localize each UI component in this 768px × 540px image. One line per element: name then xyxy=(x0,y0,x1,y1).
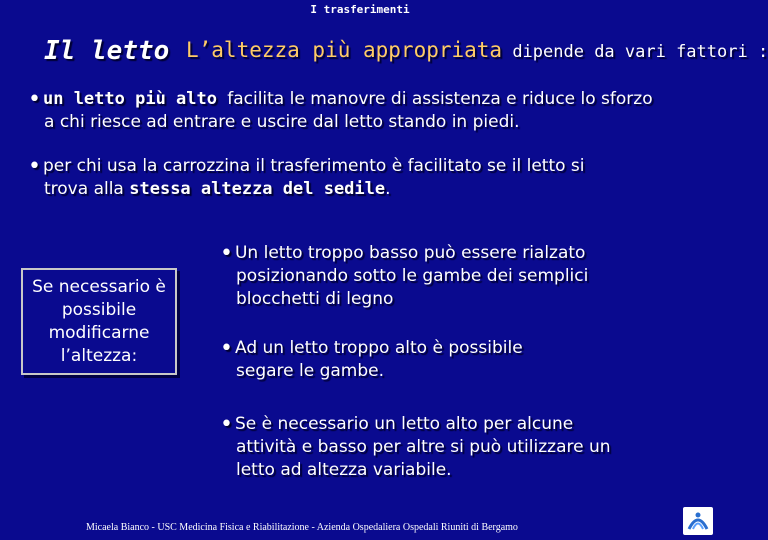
sub-bullet-1 xyxy=(220,242,660,311)
intro-rest: dipende da vari fattori : xyxy=(502,42,768,62)
sub-bullet-1-line2: posizionando sotto le gambe dei semplici xyxy=(236,266,589,286)
sub-bullet-1-line1: Un letto troppo basso può essere rialzato xyxy=(234,243,586,263)
intro-highlight: L’altezza più appropriata xyxy=(186,38,503,62)
sub-bullet-3-line1: Se è necessario un letto alto per alcune xyxy=(234,414,574,434)
bullet-1-line2: a chi riesce ad entrare e uscire dal letto stando in piedi. xyxy=(44,112,520,132)
bullet-2-line2-pre: trova alla xyxy=(44,179,130,199)
bullet-2-line1: per chi usa la carrozzina il trasferimento è facilitato se il letto si xyxy=(42,156,585,176)
hospital-logo-icon xyxy=(683,507,713,535)
bullet-2-line2-post: . xyxy=(385,179,391,199)
sub-bullet-1-line3: blocchetti di legno xyxy=(236,289,394,309)
info-box xyxy=(21,268,177,375)
section-title: I trasferimenti xyxy=(310,3,410,16)
bullet-2-line2 xyxy=(28,178,708,201)
sub-bullet-2-line1: Ad un letto troppo alto è possibile xyxy=(234,338,523,358)
bullet-1 xyxy=(28,88,708,134)
slide-title: Il letto xyxy=(44,36,170,66)
bullet-dot-icon: • xyxy=(28,154,41,179)
footer-credit: Micaela Bianco - USC Medicina Fisica e Riabilitazione - Azienda Ospedaliera Ospedali Riuniti di Bergamo xyxy=(86,522,518,533)
bullet-dot-icon: • xyxy=(220,336,233,361)
intro-line xyxy=(186,38,768,62)
sub-bullet-3 xyxy=(220,413,660,482)
bullet-dot-icon: • xyxy=(220,241,233,266)
sub-bullet-2 xyxy=(220,337,660,383)
bullet-dot-icon: • xyxy=(220,412,233,437)
bullet-dot-icon: • xyxy=(28,87,41,112)
bullet-1-bold: un letto più alto xyxy=(42,89,228,109)
bullet-1-line1: facilita le manovre di assistenza e riduce lo sforzo xyxy=(227,89,653,109)
bullet-2 xyxy=(28,155,708,201)
sub-bullet-2-line2: segare le gambe. xyxy=(236,361,385,381)
info-box-text: Se necessario è possibile modificarne l’altezza: xyxy=(32,276,166,366)
sub-bullet-3-line2: attività e basso per altre si può utilizzare un xyxy=(236,437,611,457)
sub-bullet-3-line3: letto ad altezza variabile. xyxy=(236,460,452,480)
bullet-2-bold: stessa altezza del sedile xyxy=(129,179,386,199)
